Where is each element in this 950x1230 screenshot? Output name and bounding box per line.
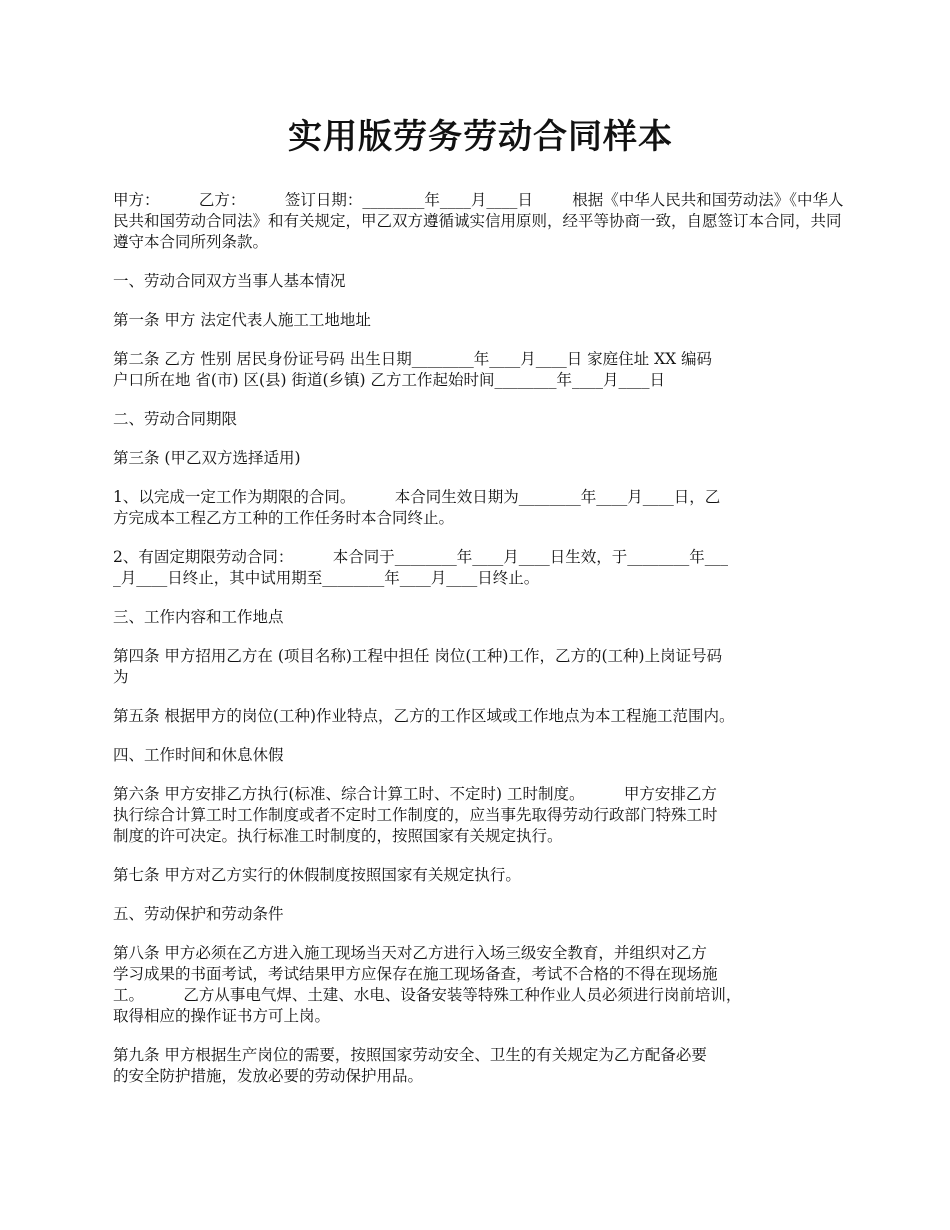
- article-3-option-2: 2、有固定期限劳动合同： 本合同于________年____月____日生效，于________年___ _月____日终止，其中试用期至________年____月____日终止。: [113, 548, 729, 587]
- contract-preamble: 甲方： 乙方： 签订日期：________年____月____日 根据《中华人民共和国劳动法》《中华人民共和国劳动合同法》和有关规定，甲乙双方遵循诚实信用原则，经平等协商一致，自愿签订本合同，共同遵守本合同所列条款。: [113, 191, 844, 251]
- article-3: 第三条 (甲乙双方选择适用): [113, 449, 301, 467]
- article-3-option-1: 1、以完成一定工作为期限的合同。 本合同生效日期为________年____月____日，乙 方完成本工程乙方工种的工作任务时本合同终止。: [113, 488, 721, 527]
- section-heading-4: 四、工作时间和休息休假: [113, 746, 284, 764]
- document-title: 实用版劳务劳动合同样本: [288, 117, 673, 157]
- article-2: 第二条 乙方 性别 居民身份证号码 出生日期________年____月____日 家庭住址 XX 编码 户口所在地 省(市) 区(县) 街道(乡镇) 乙方工作起始时间________年____月____日: [113, 350, 713, 389]
- section-heading-5: 五、劳动保护和劳动条件: [113, 905, 284, 923]
- article-1: 第一条 甲方 法定代表人施工工地地址: [113, 311, 371, 329]
- article-5: 第五条 根据甲方的岗位(工种)作业特点，乙方的工作区域或工作地点为本工程施工范围内。: [113, 707, 735, 725]
- document-page: [113, 112, 848, 1105]
- article-7: 第七条 甲方对乙方实行的休假制度按照国家有关规定执行。: [113, 866, 521, 884]
- article-8: 第八条 甲方必须在乙方进入施工现场当天对乙方进行入场三级安全教育，并组织对乙方 学习成果的书面考试，考试结果甲方应保存在施工现场备查，考试不合格的不得在现场施 工。 乙方从事电气焊、土建、水电、设备安装等特殊工种作业人员必须进行岗前培训， 取得相应的操作证书方可上岗。: [113, 944, 742, 1025]
- article-4: 第四条 甲方招用乙方在 (项目名称)工程中担任 岗位(工种)工作，乙方的(工种)上岗证号码 为: [113, 647, 723, 686]
- section-heading-2: 二、劳动合同期限: [113, 410, 238, 428]
- article-9: 第九条 甲方根据生产岗位的需要，按照国家劳动安全、卫生的有关规定为乙方配备必要 的安全防护措施，发放必要的劳动保护用品。: [113, 1046, 707, 1085]
- section-heading-1: 一、劳动合同双方当事人基本情况: [113, 272, 346, 290]
- article-6: 第六条 甲方安排乙方执行(标准、综合计算工时、不定时) 工时制度。 甲方安排乙方 执行综合计算工时工作制度或者不定时工作制度的，应当事先取得劳动行政部门特殊工时 制度的许可决定。执行标准工时制度的，按照国家有关规定执行。: [113, 785, 718, 845]
- section-heading-3: 三、工作内容和工作地点: [113, 608, 284, 626]
